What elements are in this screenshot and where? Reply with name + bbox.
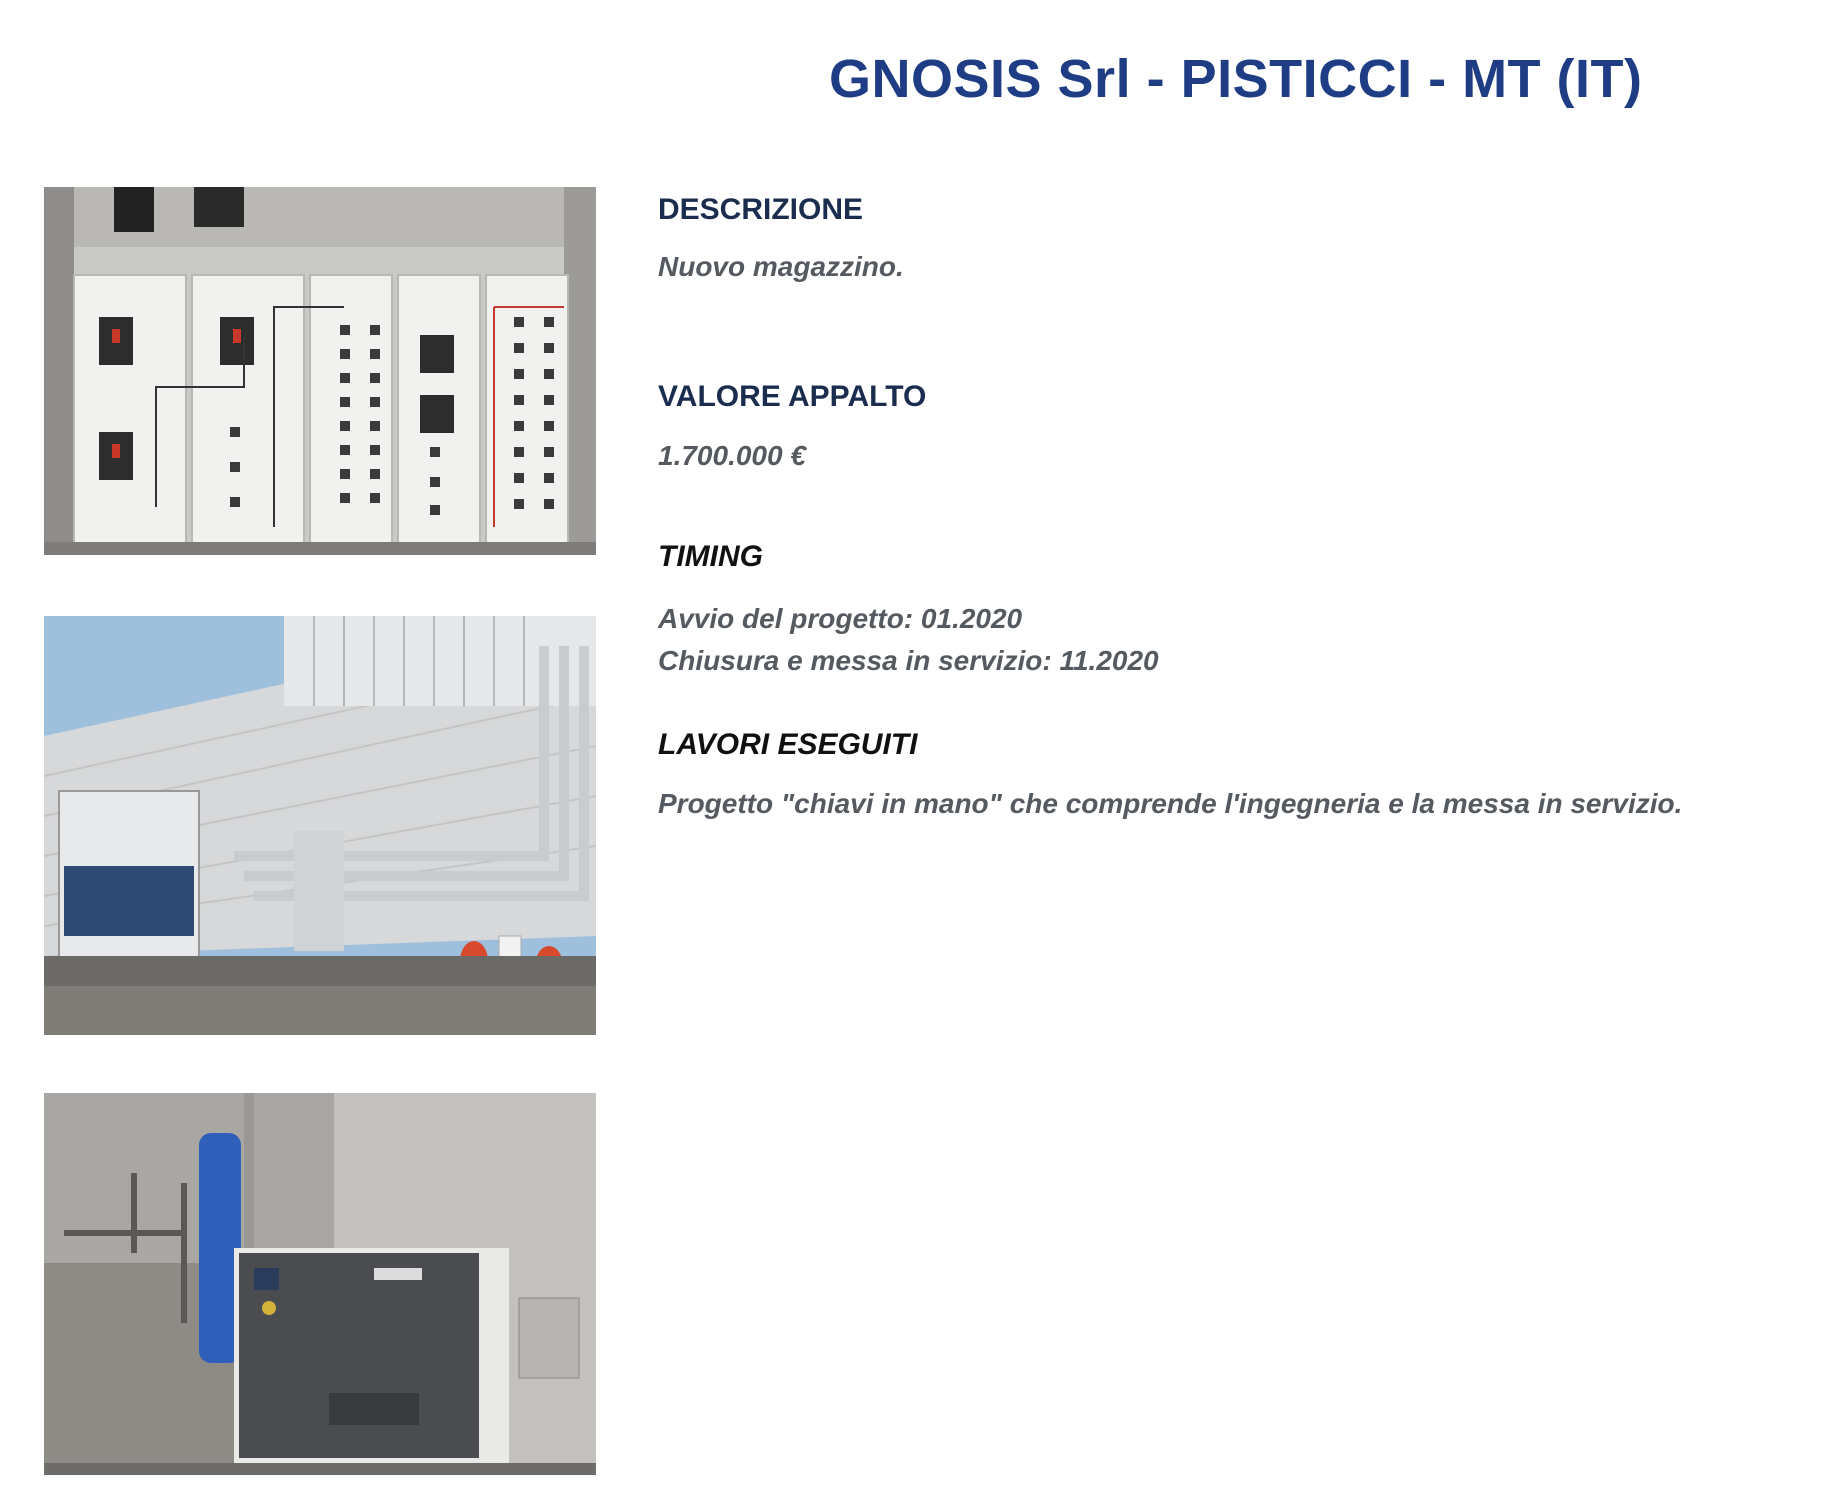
page-title: GNOSIS Srl - PISTICCI - MT (IT) [829,49,1643,109]
lavori-eseguiti-text: Progetto "chiavi in mano" che comprende l'ingegneria e la messa in servizio. [658,788,1683,819]
timing-heading: TIMING [658,540,763,573]
timing-end: Chiusura e messa in servizio: 11.2020 [658,645,1159,676]
valore-appalto-heading: VALORE APPALTO [658,380,927,413]
descrizione-section [658,193,1808,283]
timing-start: Avvio del progetto: 01.2020 [658,603,1023,634]
valore-appalto-section [658,380,1808,472]
lavori-eseguiti-heading: LAVORI ESEGUITI [658,728,918,761]
timing-section [658,540,1808,682]
descrizione-heading: DESCRIZIONE [658,193,864,226]
compressor-photo [44,1093,596,1475]
switchboard-photo [44,187,596,555]
descrizione-text: Nuovo magazzino. [658,251,904,282]
lavori-eseguiti-section [658,728,1808,820]
valore-appalto-text: 1.700.000 € [658,440,806,471]
outdoor-plant-photo [44,616,596,1035]
